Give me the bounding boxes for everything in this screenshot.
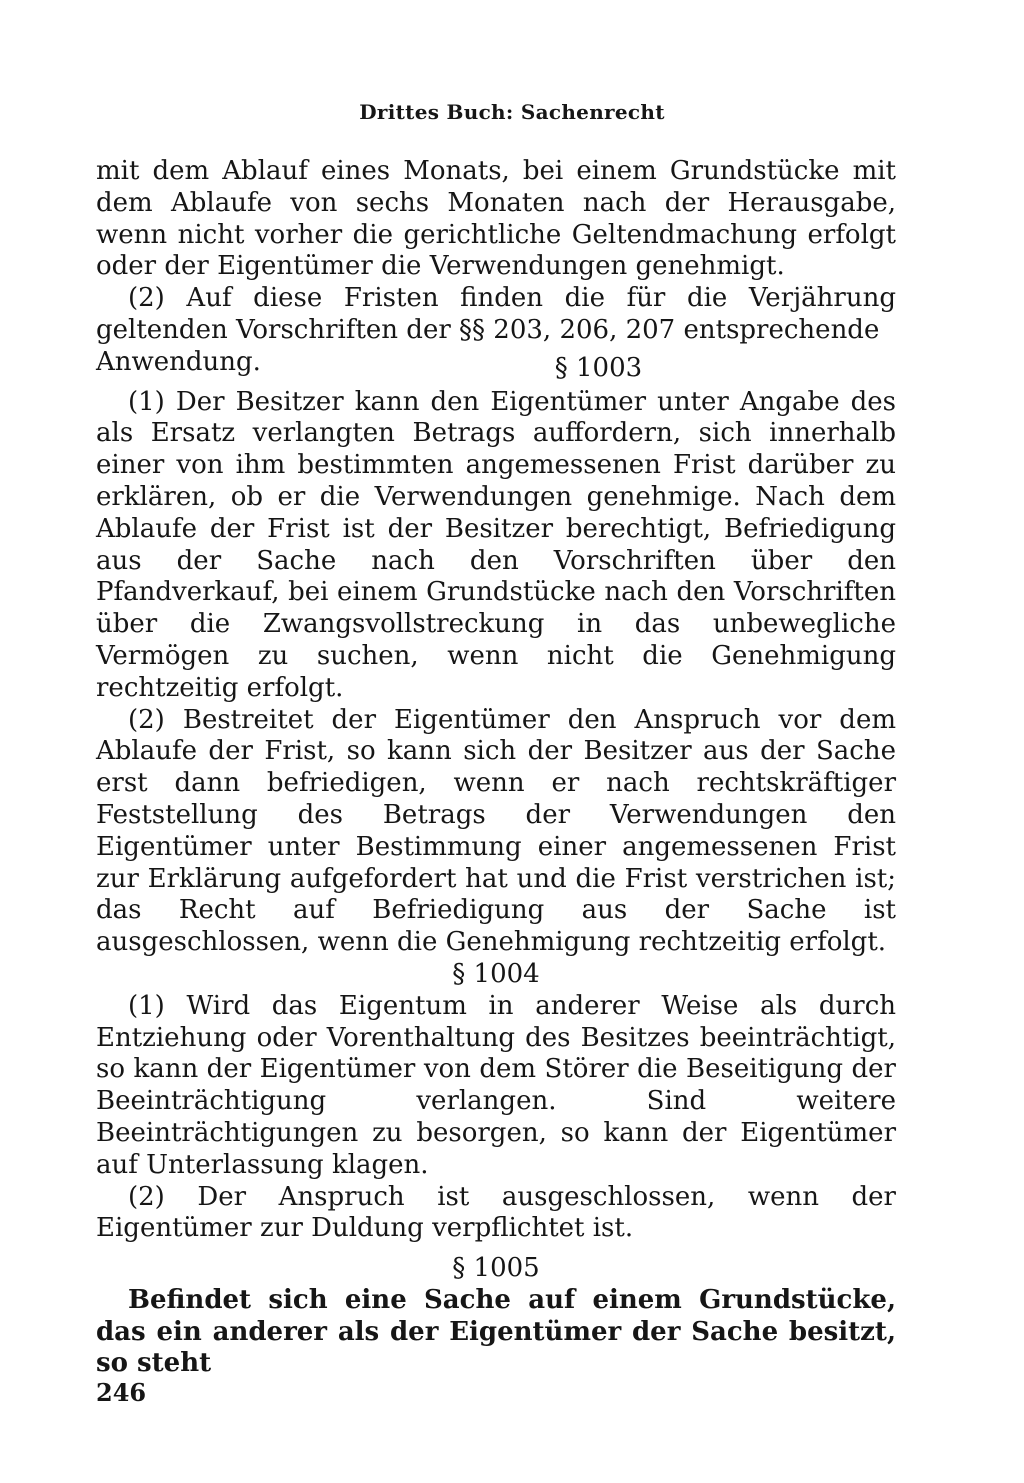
page-number: 246 <box>96 1378 147 1407</box>
paragraph-1002-2-end: Anwendung. <box>96 346 261 377</box>
running-title: Drittes Buch: Sachenrecht <box>359 100 665 124</box>
page-body <box>96 156 896 1380</box>
section-heading-1003: § 1003 <box>554 352 643 383</box>
paragraph-1004-1: (1) Wird das Eigentum in anderer Weise als durch Entziehung oder Vorenthaltung des Besitzes beeinträchtigt, so kann der Eigentümer von dem Störer die Beseitigung der Beeinträchtigung verlangen. Sind weitere Beeinträchtigungen zu besorgen, so kann der Eigentümer auf Unterlassung klagen. <box>96 990 896 1180</box>
section-heading-1005: § 1005 <box>452 1253 540 1284</box>
paragraph-1002-2: (2) Auf diese Fristen finden die für die Verjährung geltenden Vorschriften der §§ 203, 206, 207 entsprechende <box>96 283 896 345</box>
paragraph-1005: Befindet sich eine Sache auf einem Grundstücke, das ein anderer als der Eigentümer der Sache besitzt, so steht <box>96 1284 896 1379</box>
paragraph-1003-2: (2) Bestreitet der Eigentümer den Anspruch vor dem Ablaufe der Frist, so kann sich der Besitzer aus der Sache erst dann befriedigen, wenn er nach rechtskräftiger Feststellung des Betrags der Verwendungen den Eigentümer unter Bestimmung einer angemessenen Frist zur Erklärung aufgefordert hat und die Frist verstrichen ist; das Recht auf Befriedigung aus der Sache ist ausgeschlossen, wenn die Genehmigung rechtzeitig erfolgt. <box>96 704 896 958</box>
section-heading-1004: § 1004 <box>452 958 540 989</box>
paragraph-1002-2-end-row <box>96 346 896 383</box>
spacer <box>96 1245 896 1253</box>
paragraph-1001-continuation: mit dem Ablauf eines Monats, bei einem Grundstücke mit dem Ablaufe von sechs Monaten nach der Herausgabe, wenn nicht vorher die gerichtliche Geltendmachung erfolgt oder der Eigentümer die Verwendungen genehmigt. <box>96 156 896 282</box>
paragraph-1004-2: (2) Der Anspruch ist ausgeschlossen, wenn der Eigentümer zur Duldung verpflichtet ist. <box>96 1181 896 1244</box>
paragraph-1003-1: (1) Der Besitzer kann den Eigentümer unter Angabe des als Ersatz verlangten Betrags auffordern, sich innerhalb einer von ihm bestimmten angemessenen Frist darüber zu erklären, ob er die Verwendungen genehmige. Nach dem Ablaufe der Frist ist der Besitzer berechtigt, Befriedigung aus der Sache nach den Vorschriften über den Pfandverkauf, bei einem Grundstücke nach den Vorschriften über die Zwangsvollstreckung in das unbewegliche Vermögen zu suchen, wenn nicht die Genehmigung rechtzeitig erfolgt. <box>96 386 896 703</box>
